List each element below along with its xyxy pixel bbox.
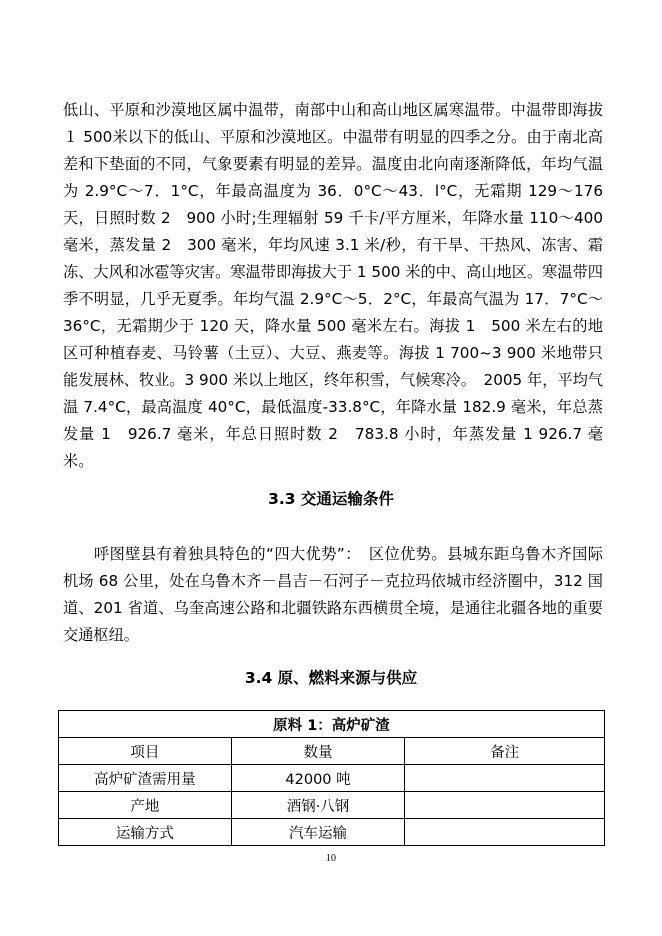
table-row bbox=[59, 819, 605, 846]
transport-paragraph: 呼图壁县有着独具特色的“四大优势”： 区位优势。县城东距乌鲁木齐国际机场 68 公里，处在乌鲁木齐－昌吉－石河子－克拉玛依城市经济圈中，312 国道、201 省道、乌奎高速公路和北疆铁路东西横贯全境，是通往北疆各地的重要交通枢纽。 bbox=[63, 545, 603, 644]
header-quantity: 数量 bbox=[231, 738, 405, 765]
raw-material-table bbox=[58, 710, 605, 846]
table-header-row bbox=[59, 738, 605, 765]
climate-paragraph: 低山、平原和沙漠地区属中温带，南部中山和高山地区属寒温带。中温带即海拔１ 500米以下的低山、平原和沙漠地区。中温带有明显的四季之分。由于南北高差和下垫面的不同，气象要素有明显的差异。温度由北向南逐渐降低，年均气温为 2.9°C～7．1°C，年最高温度为 36．0°C～43．l°C，无霜期 129～176 天，日照时数 2 900 小时;生理辐射 59 千卡/平方厘米，年降水量 110～400 毫米，蒸发量 2 300 毫米，年均风速 3.1 米/秒，有干旱、干热风、冻害、霜冻、大风和冰雹等灾害。寒温带即海拔大于 1 500 米的中、高山地区。寒温带四季不明显，几乎无夏季。年均气温 2.9°C～5．2°C，年最高气温为 17．7°C～36°C，无霜期少于 120 天，降水量 500 毫米左右。海拔 1 500 米左右的地区可种植春麦、马铃薯（土豆）、大豆、燕麦等。海拔 1 700~3 900 米地带只能发展林、牧业。3 900 米以上地区，终年积雪，气候寒冷。 2005 年，平均气温 7.4°C，最高温度 40°C，最低温度-33.8°C，年降水量 182.9 毫米，年总蒸发量 1 926.7 毫米，年总日照时数 2 783.8 小时，年蒸发量 1 926.7 毫米。 bbox=[63, 101, 603, 470]
table-row bbox=[59, 792, 605, 819]
table-cell: 高炉矿渣需用量 bbox=[59, 765, 232, 792]
section-3-3-heading: 3.3 交通运输条件 bbox=[268, 490, 394, 508]
table-cell bbox=[405, 765, 605, 792]
table-cell bbox=[405, 792, 605, 819]
header-remarks: 备注 bbox=[405, 738, 605, 765]
table-cell: 42000 吨 bbox=[231, 765, 405, 792]
table-cell: 产地 bbox=[59, 792, 232, 819]
header-item: 项目 bbox=[59, 738, 232, 765]
table-cell bbox=[405, 819, 605, 846]
table-title-row bbox=[59, 711, 605, 738]
table-title: 原料 1：高炉矿渣 bbox=[59, 711, 605, 738]
table-cell: 汽车运输 bbox=[231, 819, 405, 846]
page-number: 10 bbox=[326, 853, 336, 864]
section-3-4-heading: 3.4 原、燃料来源与供应 bbox=[244, 669, 418, 687]
table-cell: 酒钢·八钢 bbox=[231, 792, 405, 819]
table-cell: 运输方式 bbox=[59, 819, 232, 846]
table-row bbox=[59, 765, 605, 792]
